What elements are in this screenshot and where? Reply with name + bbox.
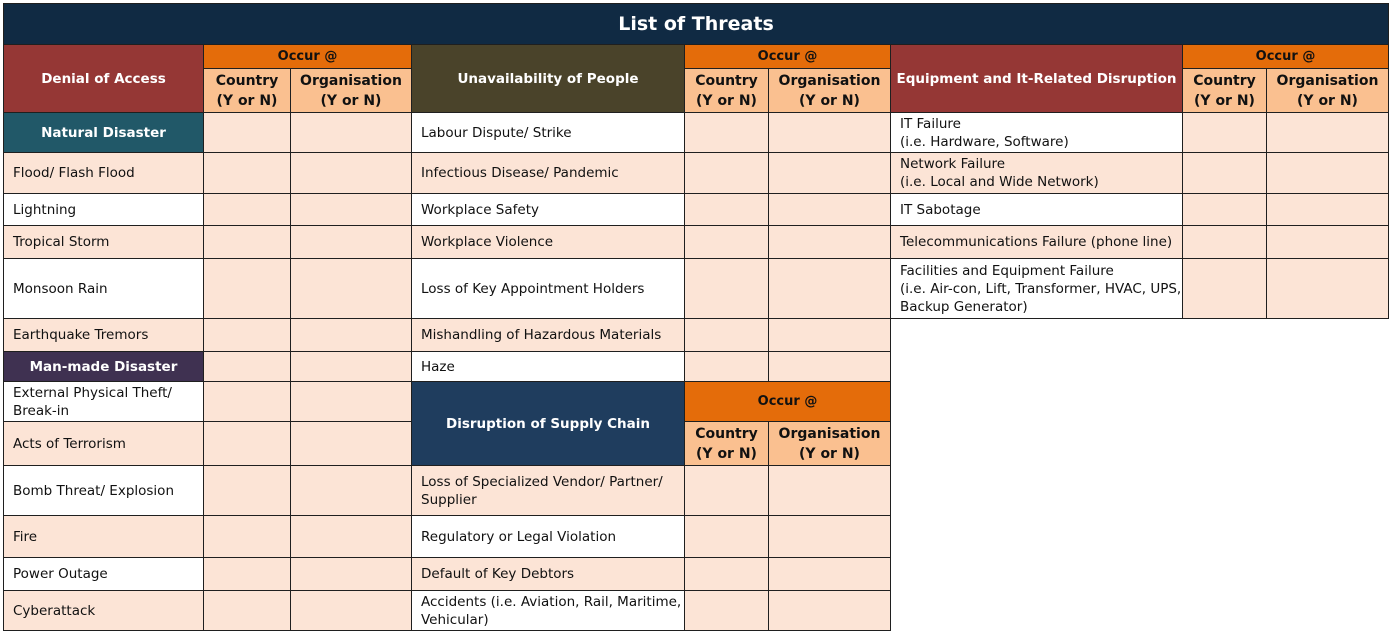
organisation-cell[interactable] [769, 319, 891, 352]
country-cell[interactable] [685, 319, 769, 352]
occur-header: Occur @ [1183, 45, 1389, 69]
disruption-of-supply-chain-header: Disruption of Supply Chain [412, 382, 685, 466]
country-cell[interactable] [685, 352, 769, 382]
organisation-cell[interactable] [769, 591, 891, 631]
country-cell[interactable] [204, 226, 291, 259]
country-cell[interactable] [685, 591, 769, 631]
organisation-cell[interactable] [291, 113, 412, 153]
threat-label: Haze [412, 352, 685, 382]
organisation-cell[interactable] [291, 153, 412, 194]
occur-header: Occur @ [685, 382, 891, 422]
threat-label: IT Failure (i.e. Hardware, Software) [891, 113, 1183, 153]
country-cell[interactable] [204, 352, 291, 382]
organisation-cell[interactable] [291, 382, 412, 422]
threat-label: Labour Dispute/ Strike [412, 113, 685, 153]
country-cell[interactable] [204, 259, 291, 319]
threat-label: IT Sabotage [891, 194, 1183, 226]
country-cell[interactable] [204, 153, 291, 194]
organisation-cell[interactable] [291, 226, 412, 259]
country-cell[interactable] [685, 113, 769, 153]
threat-label: Regulatory or Legal Violation [412, 516, 685, 558]
country-cell[interactable] [204, 591, 291, 631]
organisation-cell[interactable] [291, 516, 412, 558]
organisation-column-header: Organisation (Y or N) [769, 422, 891, 466]
country-cell[interactable] [685, 466, 769, 516]
threat-label: Loss of Specialized Vendor/ Partner/ Supplier [412, 466, 685, 516]
occur-header: Occur @ [204, 45, 412, 69]
organisation-cell[interactable] [769, 113, 891, 153]
country-cell[interactable] [685, 259, 769, 319]
country-cell[interactable] [204, 319, 291, 352]
threat-label: Monsoon Rain [3, 259, 204, 319]
organisation-cell[interactable] [769, 194, 891, 226]
threat-label: Mishandling of Hazardous Materials [412, 319, 685, 352]
organisation-cell[interactable] [769, 516, 891, 558]
country-cell[interactable] [204, 422, 291, 466]
manmade-disaster-section: Man-made Disaster [3, 352, 204, 382]
country-cell[interactable] [1183, 153, 1267, 194]
country-cell[interactable] [204, 194, 291, 226]
organisation-cell[interactable] [291, 558, 412, 591]
organisation-cell[interactable] [769, 226, 891, 259]
threat-label: Fire [3, 516, 204, 558]
threat-label: Telecommunications Failure (phone line) [891, 226, 1183, 259]
country-cell[interactable] [685, 153, 769, 194]
threat-label: Accidents (i.e. Aviation, Rail, Maritime, Vehicular) [412, 591, 685, 631]
organisation-cell[interactable] [769, 153, 891, 194]
organisation-cell[interactable] [1267, 226, 1389, 259]
natural-disaster-section: Natural Disaster [3, 113, 204, 153]
threat-label: Facilities and Equipment Failure (i.e. Air-con, Lift, Transformer, HVAC, UPS, Backup Generator) [891, 259, 1183, 319]
threat-label: Earthquake Tremors [3, 319, 204, 352]
country-cell[interactable] [685, 226, 769, 259]
organisation-cell[interactable] [291, 422, 412, 466]
threat-label: External Physical Theft/ Break-in [3, 382, 204, 422]
organisation-column-header: Organisation (Y or N) [769, 69, 891, 113]
equipment-it-disruption-header: Equipment and It-Related Disruption [891, 45, 1183, 113]
country-cell[interactable] [685, 558, 769, 591]
threat-label: Tropical Storm [3, 226, 204, 259]
organisation-cell[interactable] [291, 591, 412, 631]
organisation-cell[interactable] [291, 259, 412, 319]
country-column-header: Country (Y or N) [685, 69, 769, 113]
country-column-header: Country (Y or N) [1183, 69, 1267, 113]
organisation-cell[interactable] [1267, 153, 1389, 194]
organisation-cell[interactable] [1267, 113, 1389, 153]
organisation-cell[interactable] [291, 466, 412, 516]
threat-label: Default of Key Debtors [412, 558, 685, 591]
organisation-cell[interactable] [769, 558, 891, 591]
country-cell[interactable] [204, 558, 291, 591]
threat-label: Bomb Threat/ Explosion [3, 466, 204, 516]
organisation-cell[interactable] [291, 319, 412, 352]
threat-label: Power Outage [3, 558, 204, 591]
country-cell[interactable] [685, 194, 769, 226]
country-cell[interactable] [204, 466, 291, 516]
threat-label: Loss of Key Appointment Holders [412, 259, 685, 319]
organisation-cell[interactable] [769, 259, 891, 319]
threat-label: Infectious Disease/ Pandemic [412, 153, 685, 194]
country-column-header: Country (Y or N) [685, 422, 769, 466]
organisation-cell[interactable] [291, 194, 412, 226]
country-cell[interactable] [204, 516, 291, 558]
country-cell[interactable] [685, 516, 769, 558]
unavailability-of-people-header: Unavailability of People [412, 45, 685, 113]
occur-header: Occur @ [685, 45, 891, 69]
organisation-cell[interactable] [769, 466, 891, 516]
threat-label: Lightning [3, 194, 204, 226]
threat-label: Network Failure (i.e. Local and Wide Network) [891, 153, 1183, 194]
country-column-header: Country (Y or N) [204, 69, 291, 113]
threat-label: Acts of Terrorism [3, 422, 204, 466]
country-cell[interactable] [204, 113, 291, 153]
denial-of-access-header: Denial of Access [3, 45, 204, 113]
country-cell[interactable] [1183, 226, 1267, 259]
threat-label: Workplace Safety [412, 194, 685, 226]
organisation-cell[interactable] [1267, 259, 1389, 319]
page-title: List of Threats [3, 3, 1389, 45]
threat-label: Cyberattack [3, 591, 204, 631]
country-cell[interactable] [1183, 113, 1267, 153]
country-cell[interactable] [204, 382, 291, 422]
organisation-column-header: Organisation (Y or N) [291, 69, 412, 113]
organisation-cell[interactable] [769, 352, 891, 382]
organisation-column-header: Organisation (Y or N) [1267, 69, 1389, 113]
threat-label: Workplace Violence [412, 226, 685, 259]
country-cell[interactable] [1183, 194, 1267, 226]
organisation-cell[interactable] [1267, 194, 1389, 226]
organisation-cell[interactable] [291, 352, 412, 382]
threat-label: Flood/ Flash Flood [3, 153, 204, 194]
country-cell[interactable] [1183, 259, 1267, 319]
